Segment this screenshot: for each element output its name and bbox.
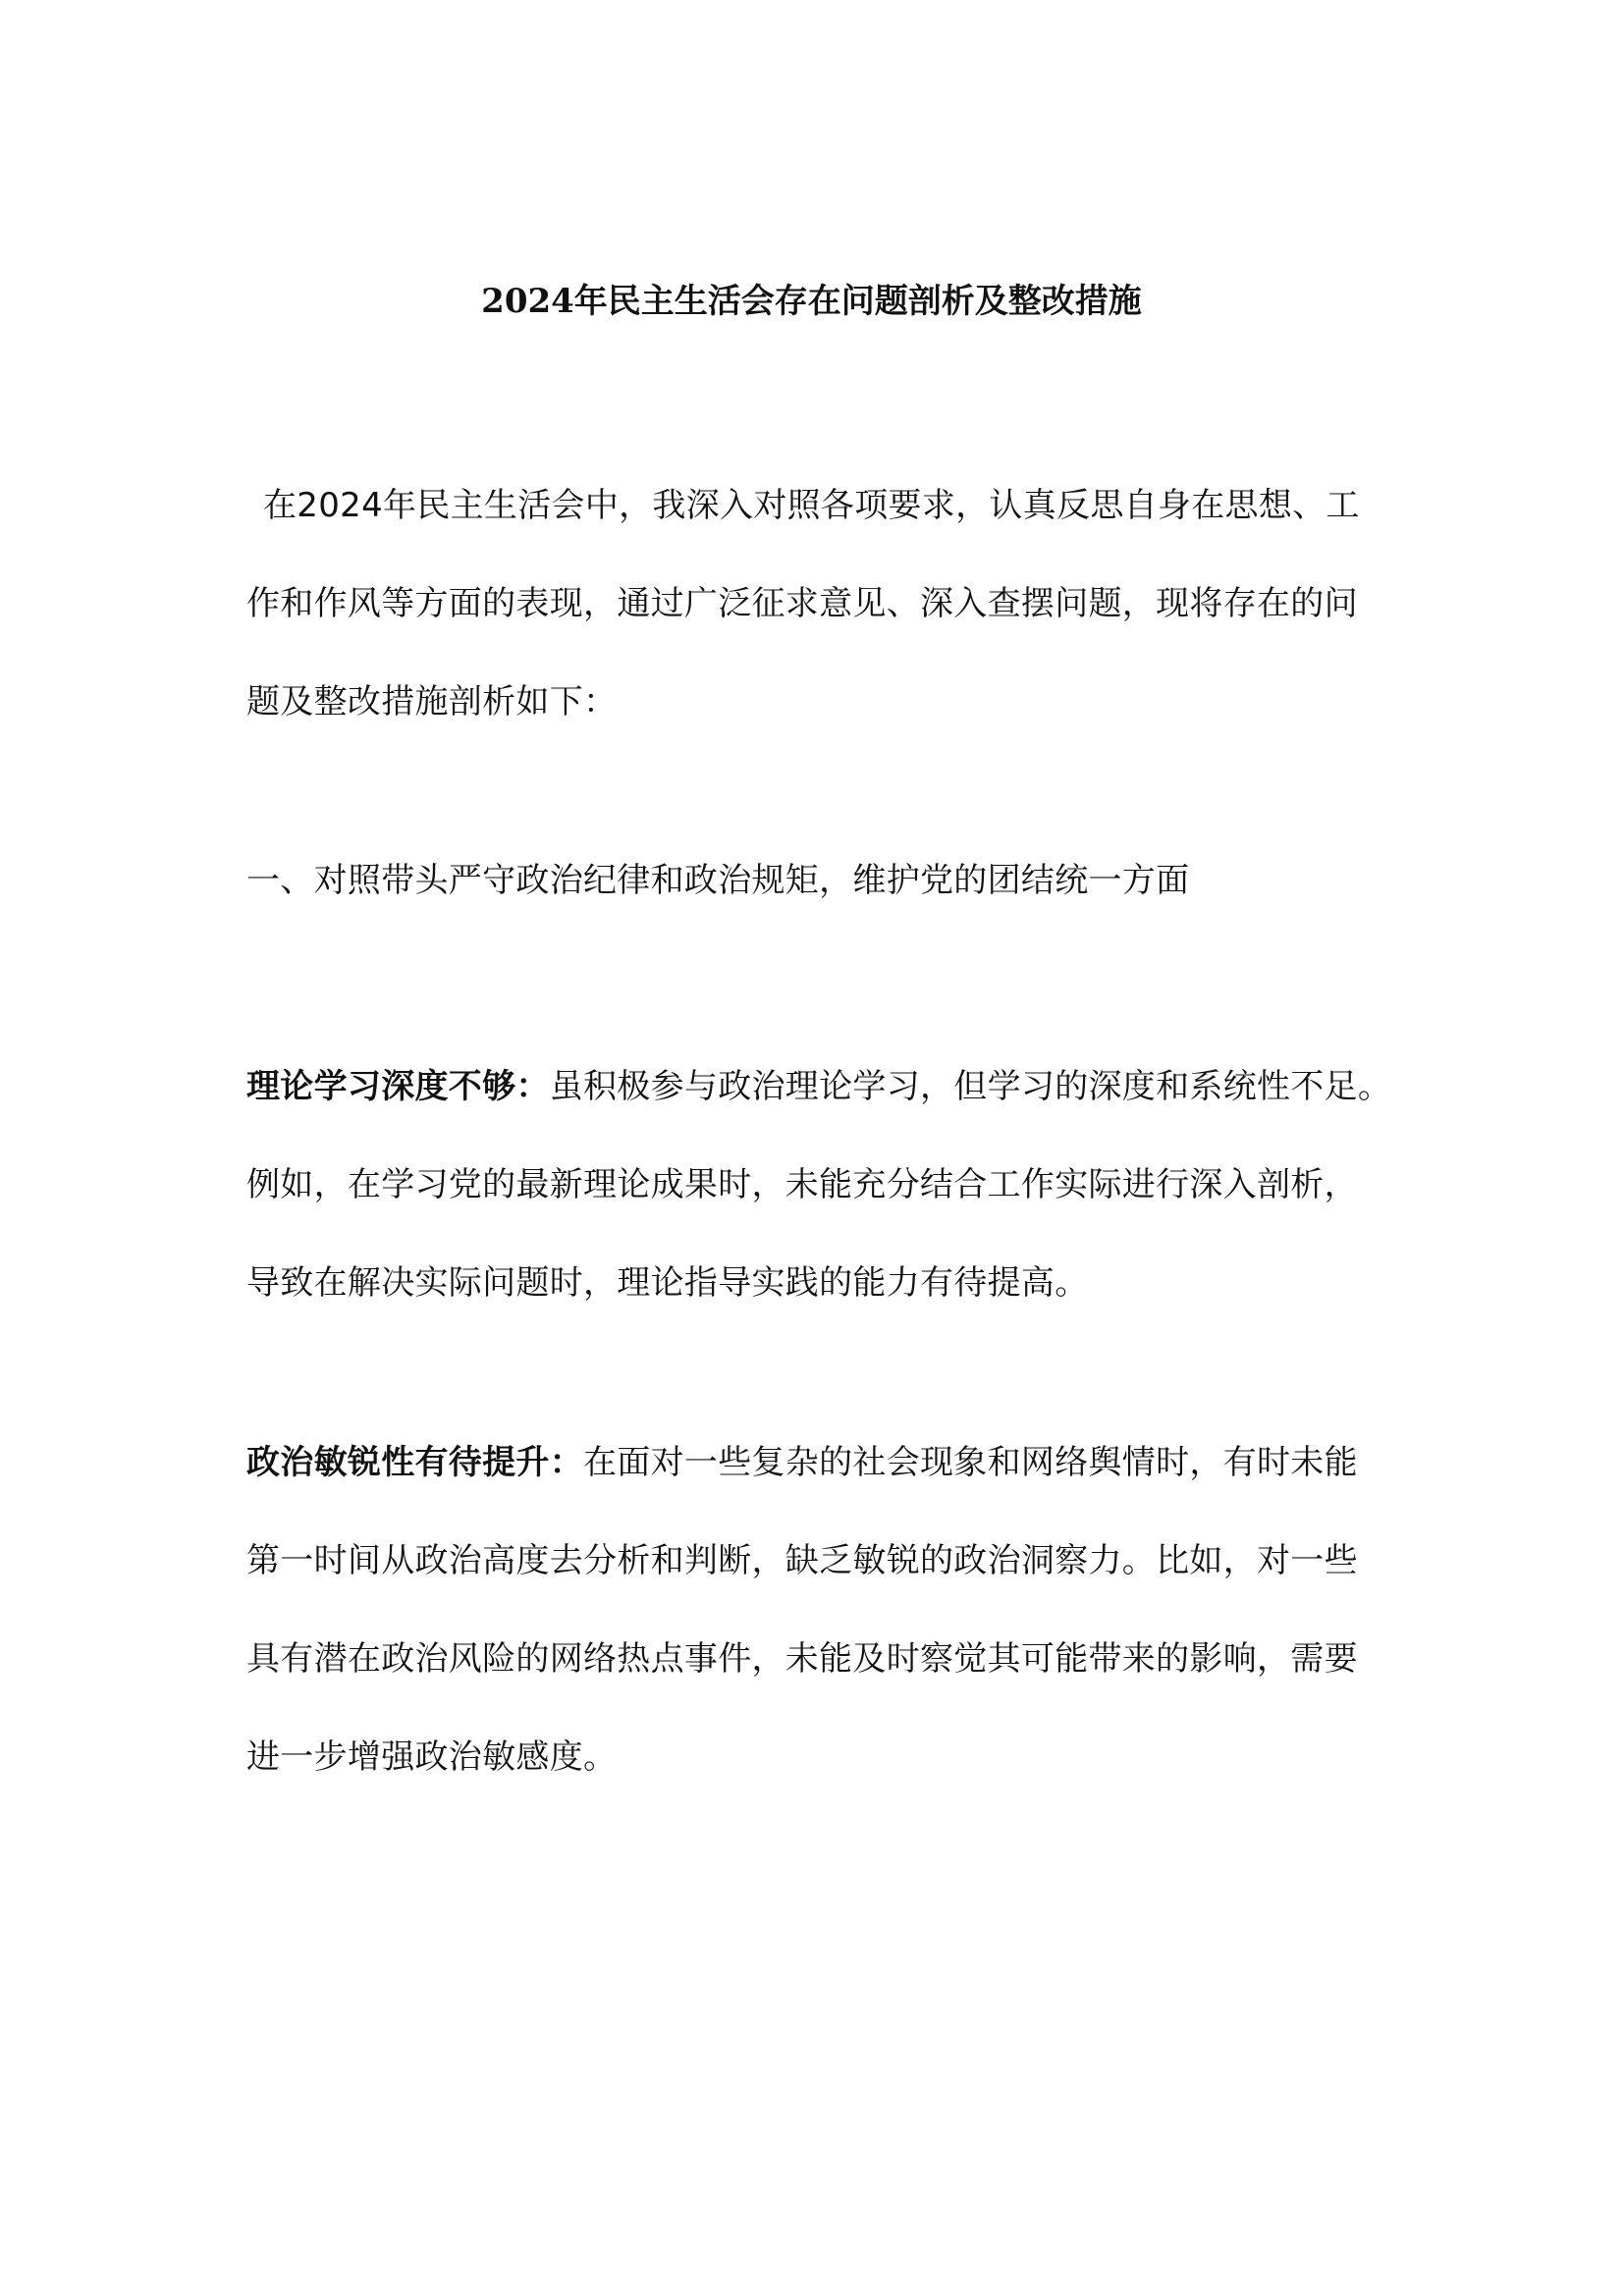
intro-paragraph bbox=[246, 456, 1387, 751]
paragraph-2-lead: 政治敏锐性有待提升： bbox=[246, 1443, 583, 1482]
paragraph-1-line-3: 导致在解决实际问题时，理论指导实践的能力有待提高。 bbox=[246, 1263, 1089, 1303]
paragraph-2-line-3: 具有潜在政治风险的网络热点事件，未能及时察觉其可能带来的影响，需要 bbox=[246, 1639, 1358, 1679]
paragraph-2-line-1 bbox=[246, 1414, 1387, 1512]
section-1-heading-text: 一、对照带头严守政治纪律和政治规矩，维护党的团结统一方面 bbox=[246, 861, 1190, 900]
paragraph-1-line-1 bbox=[246, 1038, 1392, 1136]
intro-line-3: 题及整改措施剖析如下： bbox=[246, 682, 618, 721]
paragraph-2-line-4: 进一步增强政治敏感度。 bbox=[246, 1737, 618, 1777]
intro-line-1: 在2024年民主生活会中，我深入对照各项要求，认真反思自身在思想、工 bbox=[263, 486, 1360, 525]
document-title: 2024年民主生活会存在问题剖析及整改措施 bbox=[481, 282, 1142, 321]
paragraph-1-line-2: 例如，在学习党的最新理论成果时，未能充分结合工作实际进行深入剖析， bbox=[246, 1165, 1358, 1204]
paragraph-2-line-2: 第一时间从政治高度去分析和判断，缺乏敏锐的政治洞察力。比如，对一些 bbox=[246, 1541, 1358, 1580]
paragraph-2-first-line-rest: 在面对一些复杂的社会现象和网络舆情时，有时未能 bbox=[583, 1443, 1358, 1482]
paragraph-1-first-line-rest: 虽积极参与政治理论学习，但学习的深度和系统性不足。 bbox=[549, 1067, 1392, 1106]
intro-line-2: 作和作风等方面的表现，通过广泛征求意见、深入查摆问题，现将存在的问 bbox=[246, 584, 1358, 623]
paragraph-political-sensitivity bbox=[246, 1414, 1387, 1806]
paragraph-theory-study bbox=[246, 1038, 1392, 1332]
paragraph-1-lead: 理论学习深度不够： bbox=[246, 1067, 550, 1106]
section-1-heading bbox=[246, 831, 1387, 930]
